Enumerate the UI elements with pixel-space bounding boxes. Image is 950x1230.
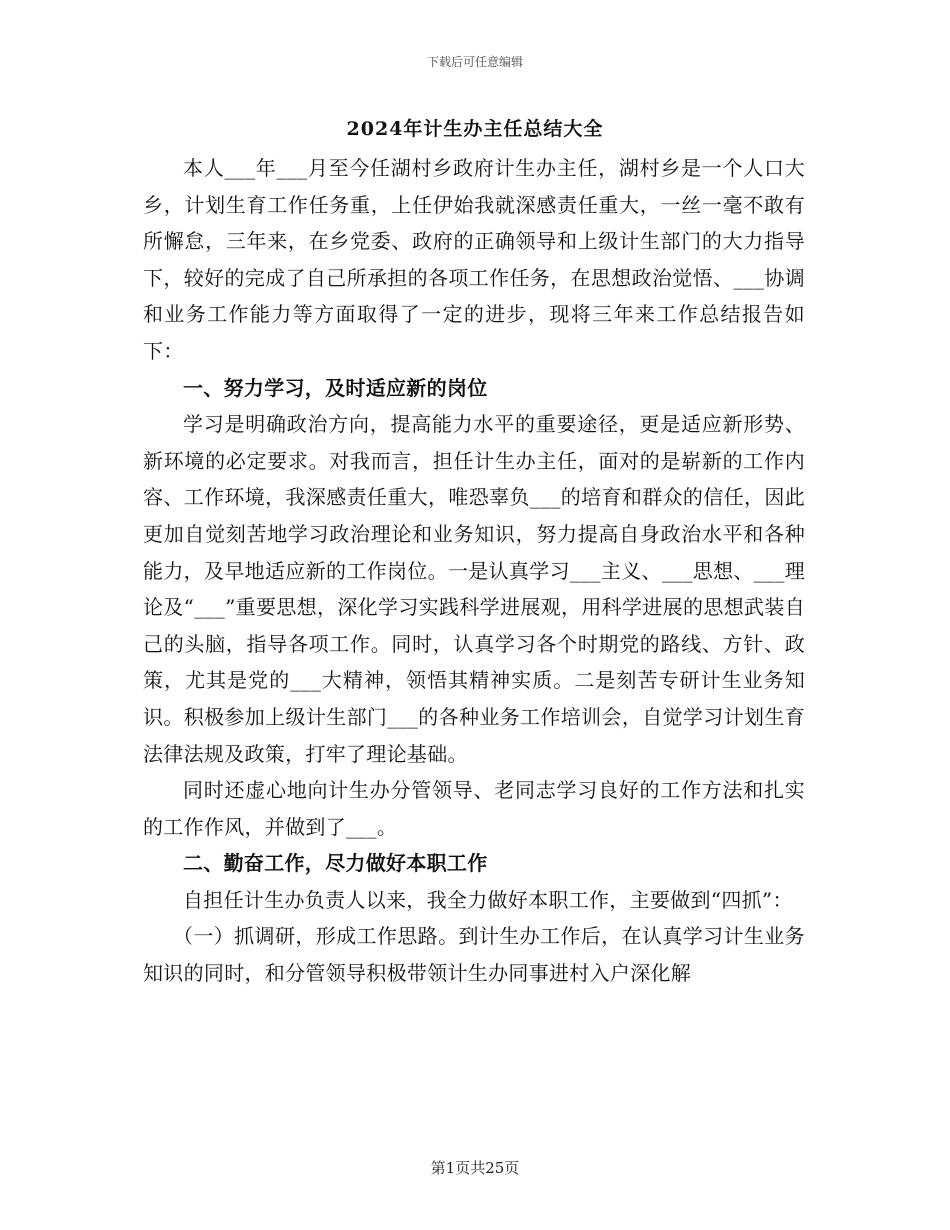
paragraph-research: （一）抓调研，形成工作思路。到计生办工作后，在认真学习计生业务知识的同时，和分管领导积极带领计生办同事进村入户深化解 <box>143 924 805 986</box>
section-heading-2: 二、勤奋工作，尽力做好本职工作 <box>183 851 488 876</box>
page-number: 第1页共25页 <box>430 1159 520 1177</box>
paragraph-intro: 本人___年___月至今任湖村乡政府计生办主任，湖村乡是一个人口大乡，计划生育工作任务重，上任伊始我就深感责任重大，一丝一毫不敢有所懈怠，三年来，在乡党委、政府的正确领导和上级计生部门的大力指导下，较好的完成了自己所承担的各项工作任务，在思想政治觉悟、___协调和业务工作能力等方面取得了一定的进步，现将三年来工作总结报告如下： <box>143 156 805 363</box>
header-note: 下载后可任意编辑 <box>426 55 523 69</box>
section-heading-1: 一、努力学习，及时适应新的岗位 <box>183 375 488 400</box>
paragraph-study: 学习是明确政治方向，提高能力水平的重要途径，更是适应新形势、新环境的必定要求。对我而言，担任计生办主任，面对的是崭新的工作内容、工作环境，我深感责任重大，唯恐辜负___的培育和群众的信任，因此更加自觉刻苦地学习政治理论和业务知识，努力提高自身政治水平和各种能力，及早地适应新的工作岗位。一是认真学习___主义、___思想、___理论及“___”重要思想，深化学习实践科学进展观，用科学进展的思想武装自己的头脑，指导各项工作。同时，认真学习各个时期党的路线、方针、政策，尤其是党的___大精神，领悟其精神实质。二是刻苦专研计生业务知识。积极参加上级计生部门___的各种业务工作培训会，自觉学习计划生育法律法规及政策，打牢了理论基础。 <box>143 412 805 766</box>
document-title: 2024年计生办主任总结大全 <box>346 118 604 140</box>
paragraph-learn-from-peers: 同时还虚心地向计生办分管领导、老同志学习良好的工作方法和扎实的工作作风，并做到了___。 <box>143 778 805 839</box>
document-body <box>143 150 805 992</box>
paragraph-four-points: 自担任计生办负责人以来，我全力做好本职工作，主要做到“四抓”： <box>183 887 793 912</box>
